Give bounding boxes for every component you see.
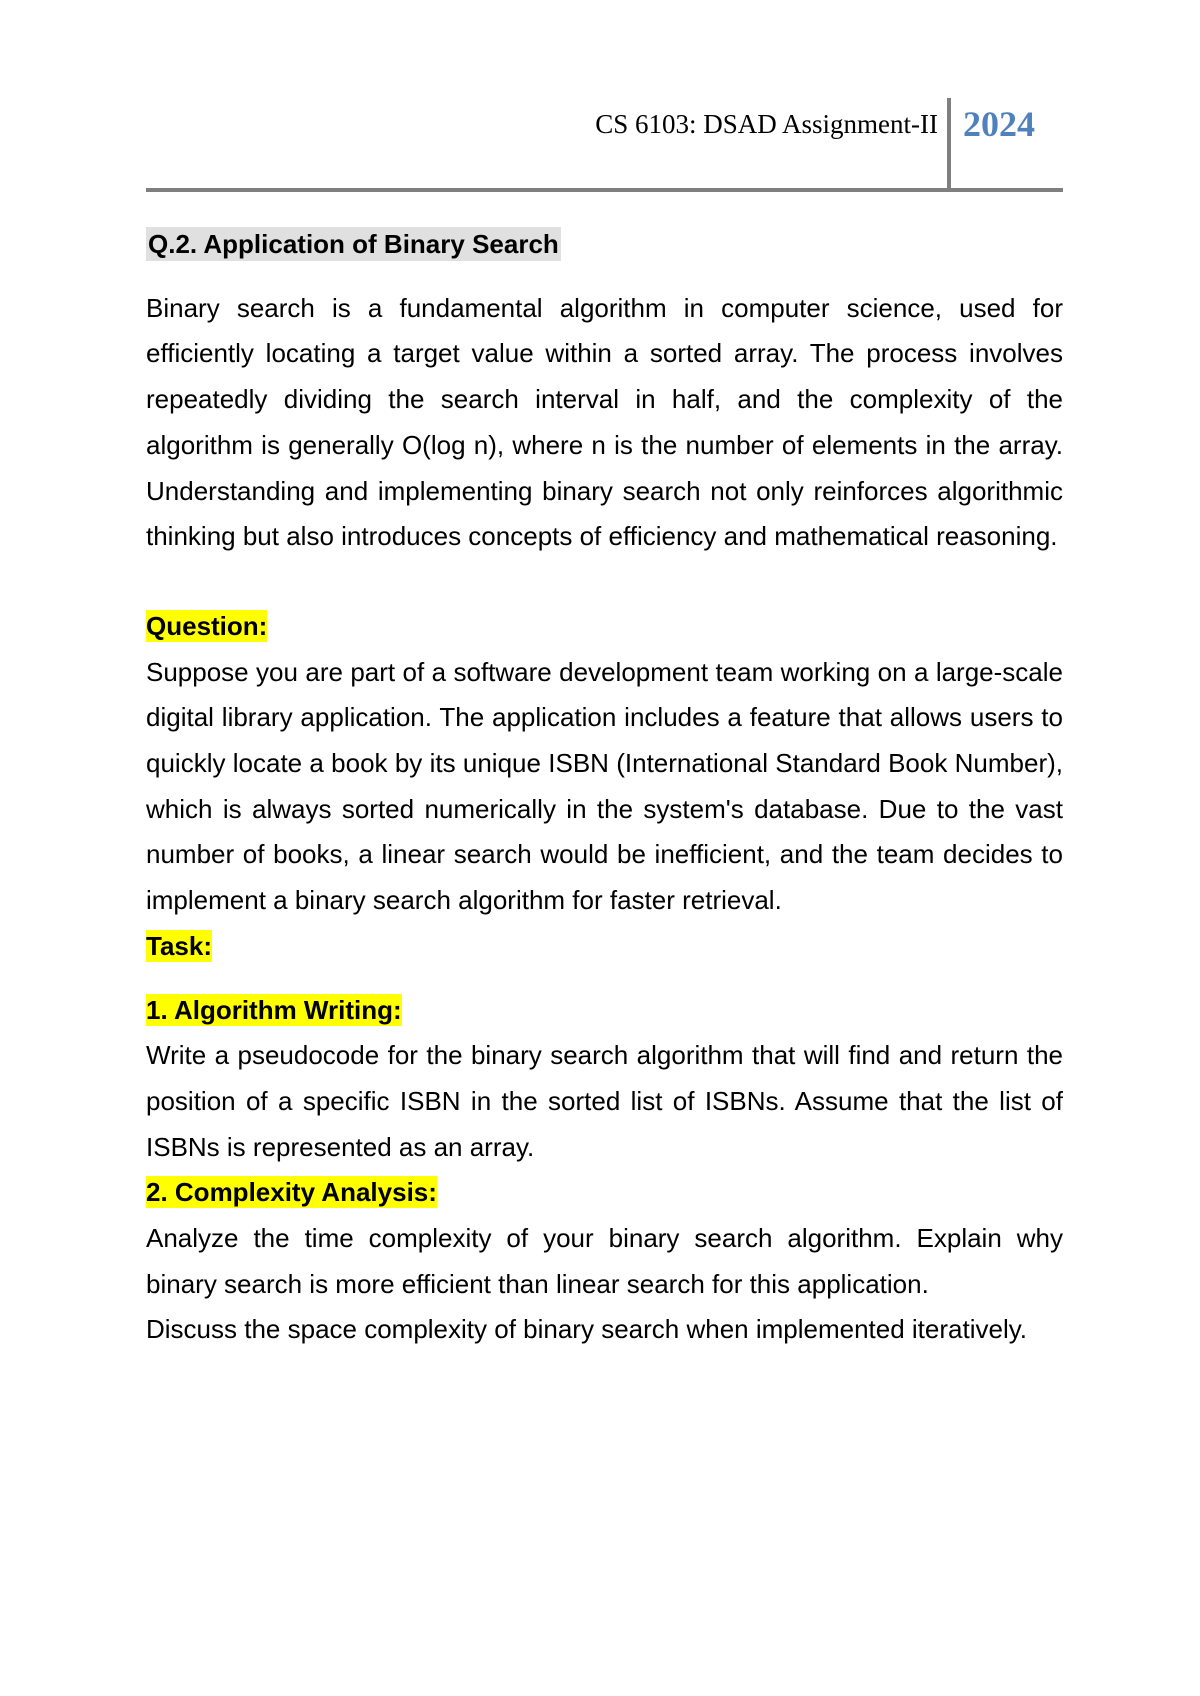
task-1-heading: 1. Algorithm Writing: [146, 994, 402, 1025]
question-label-line [146, 604, 1063, 650]
task-1-heading-line [146, 988, 1063, 1034]
header-vertical-divider [947, 98, 951, 188]
header-horizontal-rule [146, 188, 1063, 192]
question-paragraph: Suppose you are part of a software development team working on a large-scale digital library application. The application includes a feature that allows users to quickly locate a book by its unique ISBN (International Standard Book Number), which is always sorted numerically in the system's database. Due to the vast number of books, a linear search would be inefficient, and the team decides to implement a binary search algorithm for faster retrieval. [146, 656, 1063, 916]
document-body [146, 222, 1063, 1353]
header-year: 2024 [963, 104, 1035, 144]
section-title-line [146, 222, 1063, 268]
task-label: Task: [146, 930, 212, 961]
question-label: Question: [146, 610, 268, 641]
task-1-paragraph: Write a pseudocode for the binary search algorithm that will find and return the position of a specific ISBN in the sorted list of ISBNs. Assume that the list of ISBNs is represented as an array. [146, 1040, 1063, 1162]
header-course-title: CS 6103: DSAD Assignment-II [595, 109, 938, 139]
intro-paragraph: Binary search is a fundamental algorithm in computer science, used for efficiently locating a target value within a sorted array. The process involves repeatedly dividing the search interval in half, and the complexity of the algorithm is generally O(log n), where n is the number of elements in the array. Understanding and implementing binary search not only reinforces algorithmic thinking but also introduces concepts of efficiency and mathematical reasoning. [146, 292, 1063, 552]
task-2-paragraph-2: Discuss the space complexity of binary search when implemented iteratively. [146, 1314, 1028, 1345]
task-2-paragraph-1: Analyze the time complexity of your binary search algorithm. Explain why binary search is more efficient than linear search for this application. [146, 1223, 1063, 1299]
task-2-heading-line [146, 1170, 1063, 1216]
task-2-heading: 2. Complexity Analysis: [146, 1177, 437, 1208]
task-label-line [146, 924, 1063, 970]
section-title: Q.2. Application of Binary Search [148, 229, 559, 259]
